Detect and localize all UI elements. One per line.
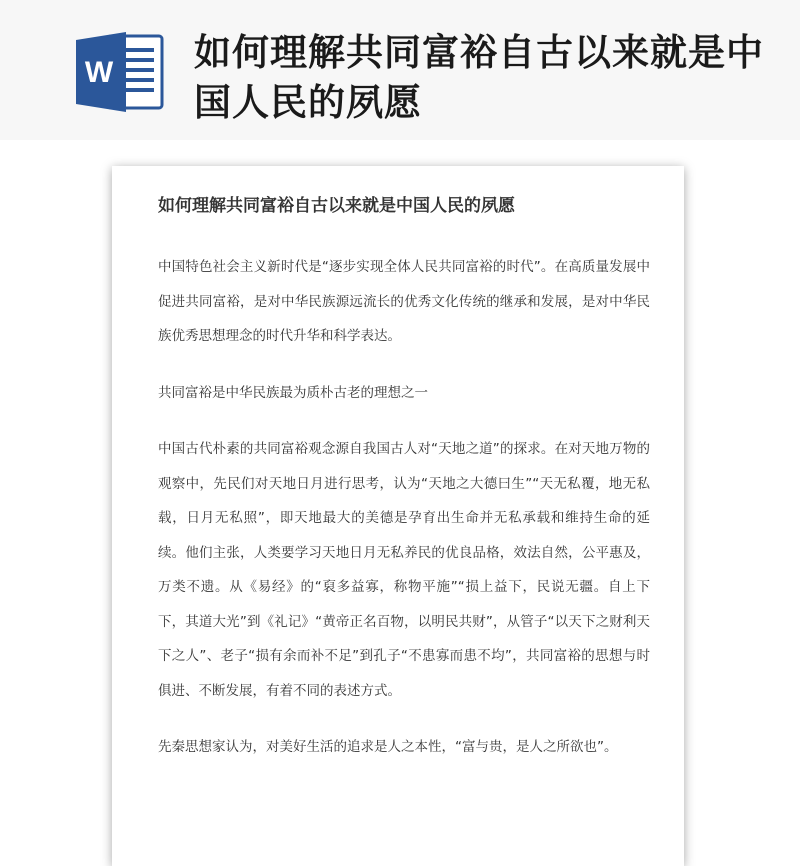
paragraph: 中国特色社会主义新时代是“逐步实现全体人民共同富裕的时代”。在高质量发展中促进共同富裕，是对中华民族源远流长的优秀文化传统的继承和发展，是对中华民族优秀思想理念的时代升华和科学表达。 [158, 259, 650, 344]
preview-header [0, 0, 800, 140]
paragraph: 先秦思想家认为，对美好生活的追求是人之本性，“富与贵，是人之所欲也”。 [158, 739, 618, 755]
document-page [112, 166, 684, 866]
paragraph: 中国古代朴素的共同富裕观念源自我国古人对“天地之道”的探求。在对天地万物的观察中，先民们对天地日月进行思考，认为“天地之大德曰生”“天无私覆，地无私载，日月无私照”，即天地最大的美德是孕育出生命并无私承载和维持生命的延续。他们主张，人类要学习天地日月无私养民的优良品格，效法自然，公平惠及，万类不遗。从《易经》的“裒多益寡，称物平施”“损上益下，民说无疆。自上下下，其道大光”到《礼记》“黄帝正名百物，以明民共财”，从管子“以天下之财利天下之人”、老子“损有余而补不足”到孔子“不患寡而患不均”，共同富裕的思想与时俱进、不断发展，有着不同的表述方式。 [158, 441, 650, 699]
word-document-icon [76, 30, 164, 114]
document-heading: 如何理解共同富裕自古以来就是中国人民的夙愿 [158, 196, 515, 216]
page-title: 如何理解共同富裕自古以来就是中国人民的夙愿 [194, 31, 764, 124]
paragraph: 共同富裕是中华民族最为质朴古老的理想之一 [158, 384, 428, 401]
word-letter: W [84, 56, 114, 89]
document-body [158, 250, 650, 787]
